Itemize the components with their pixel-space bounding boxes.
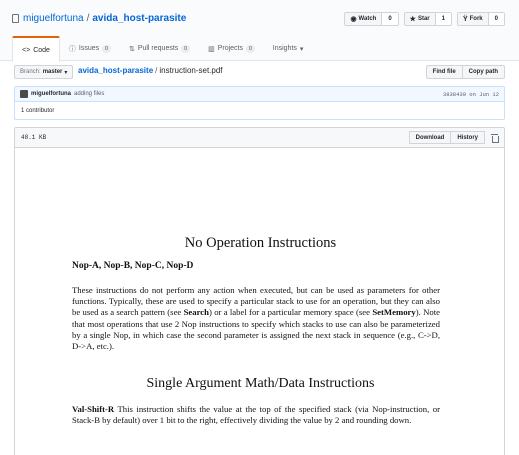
file-nav-buttons bbox=[426, 65, 505, 79]
pdf-paragraph-val-shift-r bbox=[72, 404, 440, 426]
branch-selector[interactable] bbox=[14, 65, 73, 79]
pdf-heading-no-operation: No Operation Instructions bbox=[184, 235, 337, 251]
code-icon: <> bbox=[22, 46, 31, 54]
commit-info bbox=[15, 87, 504, 102]
breadcrumb-separator: / bbox=[155, 66, 158, 75]
pull-request-icon: ⇅ bbox=[128, 45, 135, 53]
copy-path-button[interactable]: Copy path bbox=[463, 65, 505, 79]
contributors bbox=[15, 102, 504, 120]
repo-tabs bbox=[12, 36, 312, 61]
trash-icon[interactable] bbox=[491, 134, 498, 142]
pdf-bold-term: Val-Shift-R bbox=[72, 404, 115, 414]
tab-code-label: Code bbox=[33, 46, 50, 54]
tab-issues[interactable] bbox=[60, 36, 120, 61]
commit-author[interactable]: miguelfortuna bbox=[31, 91, 71, 97]
branch-key: Branch: bbox=[20, 69, 41, 75]
pdf-text: This instruction shifts the value at the top of the specified stack (via Nop-instruction, or Stack-B by default) over 1 bit to the right, effectively dividing the value by 2 and rounding down. bbox=[72, 404, 440, 426]
repo-actions bbox=[344, 12, 505, 26]
history-button[interactable]: History bbox=[451, 131, 485, 144]
tab-pull-requests-count: 0 bbox=[181, 45, 190, 53]
tab-pull-requests-label: Pull requests bbox=[137, 45, 179, 52]
fork-icon: Ÿ bbox=[462, 15, 468, 23]
pdf-bold-term: Search bbox=[183, 307, 209, 318]
file-viewer bbox=[14, 127, 505, 455]
tab-pull-requests[interactable] bbox=[120, 36, 199, 61]
watch-group bbox=[344, 12, 398, 26]
issue-icon: ⓘ bbox=[68, 45, 76, 53]
star-button[interactable] bbox=[405, 13, 436, 25]
commit-tease bbox=[14, 86, 505, 120]
pdf-subheading-nops: Nop-A, Nop-B, Nop-C, Nop-D bbox=[72, 261, 194, 271]
commit-meta[interactable]: 3838439 on Jun 12 bbox=[442, 90, 499, 98]
repo-owner-link[interactable]: miguelfortuna bbox=[23, 13, 84, 24]
file-button-group bbox=[409, 131, 485, 144]
avatar[interactable] bbox=[20, 90, 28, 98]
pdf-bold-term: SetMemory bbox=[372, 307, 416, 318]
contributors-count[interactable]: 1 contributor bbox=[21, 108, 55, 114]
commit-message[interactable]: adding files bbox=[74, 91, 105, 97]
title-separator: / bbox=[86, 13, 90, 24]
tab-projects-count: 0 bbox=[246, 45, 255, 53]
breadcrumb-file: instruction-set.pdf bbox=[159, 66, 223, 75]
tab-projects[interactable] bbox=[199, 36, 264, 61]
repo-title bbox=[12, 13, 186, 24]
pdf-text: ). Note that most operations that use 2 Nop instructions to specify which stacks to use can also be parameterized by a single Nop, in which case the second parameter is assigned the next stack in sequence (e.g., C->D, D->A, etc.). bbox=[72, 307, 440, 352]
star-count[interactable]: 1 bbox=[436, 13, 451, 25]
repo-header bbox=[0, 0, 519, 61]
pdf-heading-single-argument: Single Argument Math/Data Instructions bbox=[146, 376, 375, 391]
repo-name-link[interactable]: avida_host-parasite bbox=[92, 13, 187, 24]
watch-count[interactable]: 0 bbox=[382, 13, 397, 25]
fork-button[interactable] bbox=[458, 13, 489, 25]
find-file-button[interactable]: Find file bbox=[426, 65, 463, 79]
breadcrumb bbox=[78, 66, 223, 75]
star-group bbox=[404, 12, 452, 26]
chevron-down-icon: ▾ bbox=[64, 69, 68, 76]
chevron-down-icon: ▾ bbox=[299, 45, 304, 53]
file-actions bbox=[409, 131, 498, 144]
tab-issues-count: 0 bbox=[102, 45, 111, 53]
star-icon: ★ bbox=[409, 16, 416, 23]
download-button[interactable]: Download bbox=[409, 131, 452, 144]
pdf-paragraph-nops bbox=[72, 285, 440, 352]
tab-insights-label: Insights bbox=[272, 45, 297, 52]
breadcrumb-repo-link[interactable]: avida_host-parasite bbox=[78, 66, 154, 75]
fork-label: Fork bbox=[469, 16, 483, 22]
pdf-text: These instructions do not perform any action when executed, but can be used as parameters for other functions. Typically, these are used to specify a particular stack to use for an operation, but they can also be used as a search pattern (see bbox=[72, 285, 440, 318]
tab-issues-label: Issues bbox=[78, 45, 100, 52]
fork-count[interactable]: 0 bbox=[489, 13, 504, 25]
tab-insights[interactable] bbox=[264, 36, 313, 61]
tab-code[interactable] bbox=[12, 36, 60, 62]
branch-value: master bbox=[42, 69, 63, 75]
file-header bbox=[15, 128, 504, 148]
watch-button[interactable] bbox=[345, 13, 382, 25]
pdf-viewer[interactable] bbox=[15, 148, 505, 455]
fork-group bbox=[457, 12, 505, 26]
repo-book-icon bbox=[12, 14, 19, 23]
tab-projects-label: Projects bbox=[217, 45, 243, 52]
star-label: Star bbox=[417, 16, 430, 22]
project-icon: ▥ bbox=[208, 45, 215, 53]
pdf-text: ) or a label for a particular memory space (see bbox=[209, 307, 373, 318]
watch-label: Watch bbox=[358, 16, 377, 22]
eye-icon: ◉ bbox=[350, 16, 357, 23]
file-size: 48.1 KB bbox=[21, 134, 47, 141]
